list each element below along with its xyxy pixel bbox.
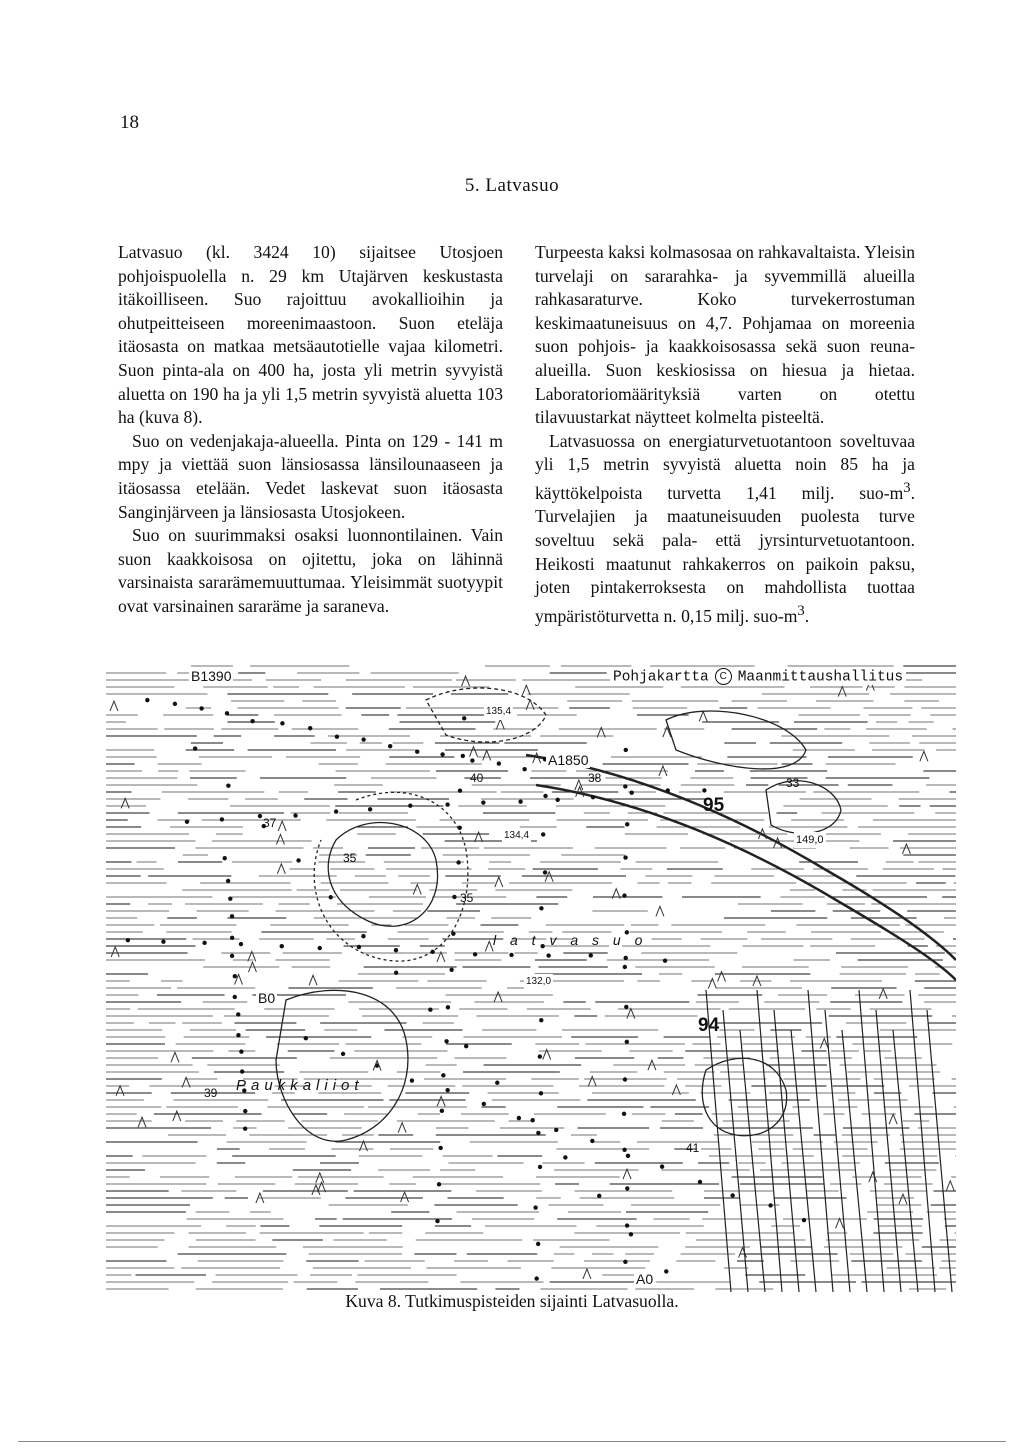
map-credit-left: Pohjakartta: [613, 669, 709, 686]
study-point: [449, 968, 453, 972]
study-point: [623, 965, 627, 969]
study-point: [625, 822, 629, 826]
study-point: [126, 938, 130, 942]
map-label-contour: 37: [263, 816, 277, 830]
study-point: [368, 807, 372, 811]
study-point: [622, 893, 626, 897]
study-point: [428, 1007, 432, 1011]
study-point: [228, 896, 232, 900]
study-point: [702, 788, 706, 792]
study-point: [536, 1242, 540, 1246]
right-text-column: [535, 241, 915, 628]
study-point: [664, 1269, 668, 1273]
study-point: [698, 1180, 702, 1184]
study-point: [768, 1203, 772, 1207]
study-point: [334, 809, 338, 813]
map-label-b1390: B1390: [191, 668, 232, 684]
study-point: [394, 948, 398, 952]
study-point: [437, 1182, 441, 1186]
study-point: [430, 950, 434, 954]
study-point: [625, 1040, 629, 1044]
map-label-contour: 35: [343, 851, 357, 865]
study-point: [538, 1054, 542, 1058]
study-point: [622, 1148, 626, 1152]
study-point: [591, 795, 595, 799]
study-point: [497, 761, 501, 765]
study-point: [623, 1260, 627, 1264]
study-point: [250, 719, 254, 723]
study-point: [626, 1154, 630, 1158]
study-point: [509, 953, 513, 957]
study-point: [538, 1165, 542, 1169]
study-point: [243, 1126, 247, 1130]
study-point: [408, 804, 412, 808]
map-label-place-name: Paukkaliiot: [236, 1077, 364, 1094]
map-label-bog-name: l a t v a s u o: [493, 932, 648, 948]
map-label-elevation: 135,4: [484, 704, 513, 720]
study-point: [361, 934, 365, 938]
map-label-contour: 41: [686, 1141, 700, 1155]
study-point: [226, 879, 230, 883]
left-text-column: [118, 241, 503, 619]
study-point: [441, 1073, 445, 1077]
study-point: [495, 1081, 499, 1085]
study-point: [461, 754, 465, 758]
study-point: [415, 749, 419, 753]
study-point: [394, 971, 398, 975]
study-point: [444, 1039, 448, 1043]
copyright-icon: C: [715, 668, 732, 685]
figure-caption: Kuva 8. Tutkimuspisteiden sijainti Latvasuolla.: [345, 1291, 679, 1311]
study-point: [236, 1012, 240, 1016]
study-point: [230, 936, 234, 940]
study-point: [666, 788, 670, 792]
study-point: [554, 1128, 558, 1132]
study-point: [456, 860, 460, 864]
paragraph: Latvasuossa on energiaturvetuotantoon soveltuvaa yli 1,5 metrin syvyistä aluetta noin 85 ha ja käyttökelpoista turvetta 1,41 milj. suo-$m^3$. Turvelajien ja maatuneisuuden puolesta turve soveltuu sekä pala- että jyrsinturvetuotantoon. Heikosti maatunut rahkakerros on paikoin paksu, joten pintakerroksesta on mahdollista tuottaa ympäristöturvetta n. 0,15 milj. suo-$m^3$.: [535, 430, 915, 626]
study-point: [388, 744, 392, 748]
study-point: [230, 954, 234, 958]
study-point: [236, 1033, 240, 1037]
study-point: [623, 784, 627, 788]
map-label-94: 94: [698, 1015, 720, 1036]
map-label-elevation: 134,4: [502, 828, 531, 844]
study-point: [440, 1109, 444, 1113]
study-point: [533, 1205, 537, 1209]
map-label-contour: 35: [460, 891, 474, 905]
study-point: [622, 1112, 626, 1116]
study-point: [308, 726, 312, 730]
study-point: [660, 1164, 664, 1168]
map-label-b0: B0: [258, 990, 276, 1006]
study-point: [539, 906, 543, 910]
study-point: [518, 799, 522, 803]
study-point: [361, 737, 365, 741]
study-point: [452, 895, 456, 899]
study-point: [663, 958, 667, 962]
study-point: [341, 1052, 345, 1056]
study-point: [517, 1116, 521, 1120]
study-point: [625, 1186, 629, 1190]
study-point: [233, 995, 237, 999]
study-point: [220, 817, 224, 821]
study-point: [280, 721, 284, 725]
study-point: [539, 1018, 543, 1022]
study-point: [239, 1049, 243, 1053]
study-point: [296, 858, 300, 862]
study-point: [625, 1223, 629, 1227]
study-point: [233, 974, 237, 978]
study-point: [243, 1109, 247, 1113]
study-point: [590, 1139, 594, 1143]
study-point: [624, 1005, 628, 1009]
study-point: [445, 802, 449, 806]
study-point: [589, 953, 593, 957]
study-point: [438, 1146, 442, 1150]
map-label-a0: A0: [636, 1271, 654, 1287]
study-point: [199, 706, 203, 710]
study-point: [543, 794, 547, 798]
study-point: [623, 855, 627, 859]
study-point: [730, 1193, 734, 1197]
section-title: 5. Latvasuo: [464, 175, 560, 196]
study-point: [193, 746, 197, 750]
map-label-elevation: 132,0: [524, 974, 553, 990]
study-point: [280, 944, 284, 948]
study-point: [435, 1219, 439, 1223]
study-point: [230, 914, 234, 918]
study-point: [145, 698, 149, 702]
study-point: [293, 813, 297, 817]
study-point: [357, 945, 361, 949]
study-point: [304, 1036, 308, 1040]
study-point: [225, 711, 229, 715]
study-point: [630, 790, 634, 794]
study-point: [536, 1131, 540, 1135]
study-point: [445, 1088, 449, 1092]
study-point: [546, 953, 550, 957]
study-point: [530, 1118, 534, 1122]
paragraph: Suo on suurimmaksi osaksi luonnontilainen. Vain suon kaakkoisosa on ojitettu, joka on lähinnä varsinaista sararämemuuttumaa. Yleisimmät suotyypit ovat varsinainen sararäme ja saraneva.: [118, 525, 503, 616]
map-label-a1850: A1850: [548, 752, 589, 768]
study-point: [239, 942, 243, 946]
study-point: [624, 748, 628, 752]
study-point: [329, 895, 333, 899]
map-label-contour: 38: [588, 771, 602, 785]
study-point: [173, 702, 177, 706]
study-point: [202, 941, 206, 945]
page-number: 18: [120, 112, 139, 133]
study-point: [534, 1276, 538, 1280]
paragraph: Suo on vedenjakaja-alueella. Pinta on 129 - 141 m mpy ja viettää suon länsiosassa länsilounaaseen ja itäosassa etelään. Vedet laskevat suon itäosasta Sanginjärveen ja länsiosasta Utosjokeen.: [118, 430, 503, 522]
study-point: [522, 767, 526, 771]
study-point: [623, 1077, 627, 1081]
page-bottom-rule: [18, 1441, 1006, 1442]
study-point: [473, 952, 477, 956]
study-point: [541, 832, 545, 836]
map-credit: [610, 668, 906, 685]
study-point: [539, 1091, 543, 1095]
study-point: [240, 1069, 244, 1073]
study-point: [335, 734, 339, 738]
study-point: [802, 1218, 806, 1222]
study-point: [470, 758, 474, 762]
study-point: [624, 956, 628, 960]
map-credit-right: Maanmittaushallitus: [737, 669, 904, 686]
map-label-contour: 33: [786, 776, 800, 790]
study-point: [458, 788, 462, 792]
study-point: [185, 820, 189, 824]
study-point: [446, 1005, 450, 1009]
study-point: [597, 1194, 601, 1198]
map-label-95: 95: [703, 795, 725, 816]
study-point: [556, 798, 560, 802]
map-label-contour: 39: [204, 1086, 218, 1100]
study-point: [462, 716, 466, 720]
study-point: [464, 1044, 468, 1048]
study-point: [318, 946, 322, 950]
study-point: [458, 826, 462, 830]
study-map: [106, 660, 956, 1292]
study-point: [410, 1078, 414, 1082]
study-point: [161, 940, 165, 944]
study-point: [563, 1155, 567, 1159]
study-point: [482, 1102, 486, 1106]
study-point: [226, 783, 230, 787]
study-point: [451, 931, 455, 935]
paragraph: Turpeesta kaksi kolmasosaa on rahkavaltaista. Yleisin turvelaji on sararahka- ja syvemmillä alueilla rahkasaraturve. Koko turvekerrostuman keskimaatuneisuus on 4,7. Pohjamaa on moreenia suon pohjois- ja kaakkoisosassa sekä suon reuna-alueilla. Suon keskiosissa on hiesua ja hietaa. Laboratoriomäärityksiä varten on otettu tilavuustarkat näytteet kolmelta pisteeltä.: [535, 242, 915, 428]
study-point: [543, 870, 547, 874]
study-point: [481, 800, 485, 804]
paragraph: Latvasuo (kl. 3424 10) sijaitsee Utosjoen pohjoispuolella n. 29 km Utajärven keskustasta itäkoilliseen. Suo rajoittuu avokallioihin ja ohutpeitteiseen moreenimaastoon. Suon eteläja itäosasta on matkaa metsäautotielle vajaa kilometri. Suon pinta-ala on 400 ha, josta yli metrin syvyistä aluetta on 190 ha ja yli 1,5 metrin syvyistä aluetta 103 ha (kuva 8).: [118, 242, 503, 428]
map-label-contour: 40: [470, 771, 484, 785]
study-point: [440, 752, 444, 756]
map-label-elevation: 149,0: [796, 834, 824, 846]
study-point: [223, 856, 227, 860]
study-point: [629, 1232, 633, 1236]
